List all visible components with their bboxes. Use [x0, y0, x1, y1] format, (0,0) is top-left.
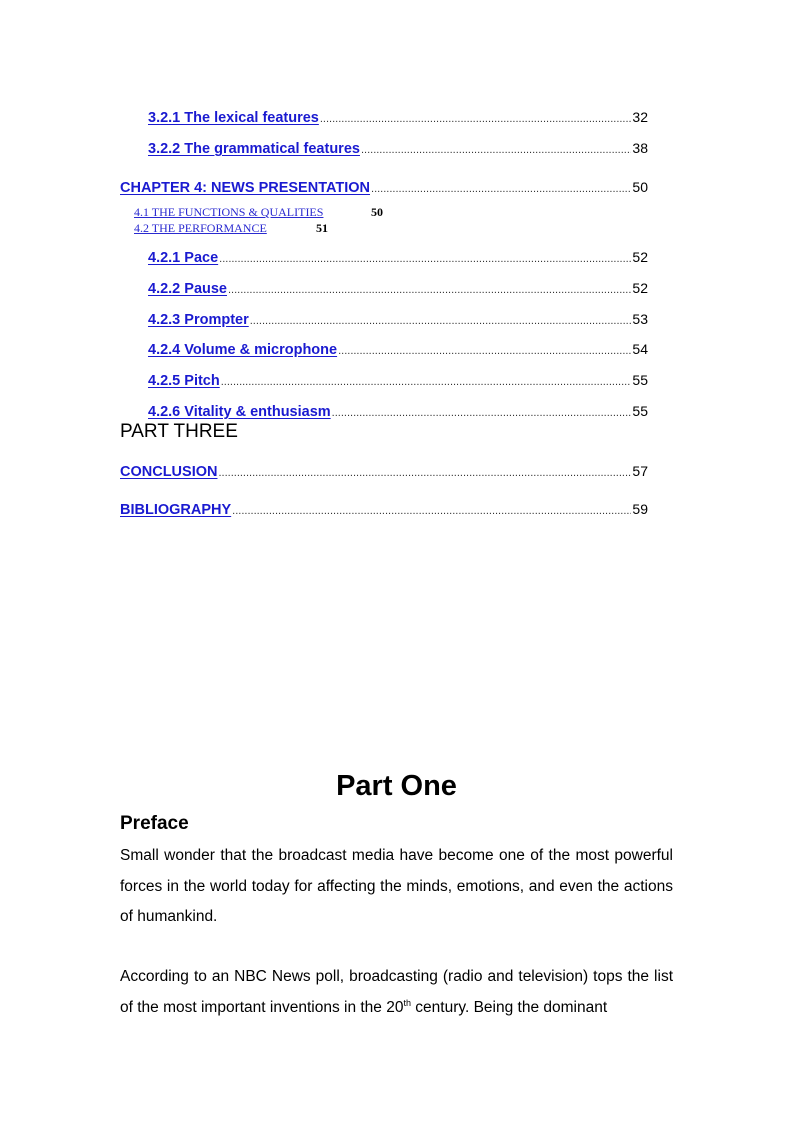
toc-entry-4-2-4[interactable]	[148, 340, 648, 360]
toc-entry-4-2-1[interactable]	[148, 248, 648, 268]
toc-entry-4-2-2[interactable]	[148, 279, 648, 299]
toc-entry-3-2-1[interactable]	[148, 108, 648, 128]
toc-entry-4-1[interactable]	[134, 205, 394, 219]
toc-link[interactable]: 4.1 THE FUNCTIONS & QUALITIES	[134, 205, 324, 219]
toc-link[interactable]: 4.2.5 Pitch	[148, 373, 220, 389]
toc-link[interactable]: 3.2.1 The lexical features	[148, 110, 319, 126]
toc-page-number: 51	[316, 221, 328, 235]
toc-page-number: 50	[371, 205, 383, 219]
toc-page-number: 54	[632, 341, 648, 357]
dot-leader	[221, 373, 632, 391]
part-title: Part One	[336, 770, 457, 802]
toc-link[interactable]: 4.2.4 Volume & microphone	[148, 342, 338, 358]
toc-page-number: 55	[632, 403, 648, 419]
dot-leader	[371, 180, 631, 198]
toc-link[interactable]: 4.2 THE PERFORMANCE	[134, 221, 267, 235]
dot-leader	[232, 502, 631, 520]
dot-leader	[218, 464, 631, 482]
toc-entry-4-2[interactable]	[134, 221, 394, 235]
toc-page-number: 52	[632, 249, 648, 265]
toc-page-number: 38	[632, 140, 648, 156]
toc-link[interactable]: 3.2.2 The grammatical features	[148, 141, 360, 157]
toc-link[interactable]: CONCLUSION	[120, 464, 218, 480]
toc-entry-4-2-3[interactable]	[148, 310, 648, 330]
toc-entry-conclusion[interactable]	[120, 462, 648, 482]
dot-leader	[320, 110, 632, 128]
paragraph-1: Small wonder that the broadcast media have become one of the most powerful forces in the world today for affecting the minds, emotions, and even the actions of humankind.	[120, 847, 673, 925]
dot-leader	[250, 312, 632, 330]
toc-page-number: 59	[632, 501, 648, 517]
toc-link[interactable]: 4.2.6 Vitality & enthusiasm	[148, 404, 331, 420]
paragraph-2	[120, 962, 673, 1023]
dot-leader	[219, 250, 631, 268]
toc-entry-3-2-2[interactable]	[148, 139, 648, 159]
toc-link[interactable]: CHAPTER 4: NEWS PRESENTATION	[120, 180, 371, 196]
toc-entry-4-2-6[interactable]	[148, 402, 648, 422]
dot-leader	[228, 281, 631, 299]
toc-entry-chapter-4[interactable]	[120, 178, 648, 198]
toc-link[interactable]: BIBLIOGRAPHY	[120, 502, 232, 518]
dot-leader	[338, 342, 631, 360]
toc-page-number: 55	[632, 372, 648, 388]
toc-link[interactable]: 4.2.3 Prompter	[148, 312, 249, 328]
toc-entry-4-2-5[interactable]	[148, 371, 648, 391]
dot-leader	[332, 404, 632, 422]
toc-entry-bibliography[interactable]	[120, 500, 648, 520]
toc-page-number: 52	[632, 280, 648, 296]
preface-heading: Preface	[120, 813, 189, 834]
paragraph-2-text-end: century. Being the dominant	[410, 998, 608, 1016]
dot-leader	[361, 141, 631, 159]
toc-part-three-heading: PART THREE	[120, 421, 238, 442]
paragraph-2-text: According to an NBC News poll, broadcasting (radio and television) tops the list of the most important inventions in the 20	[120, 968, 673, 1016]
toc-link[interactable]: 4.2.2 Pause	[148, 281, 227, 297]
toc-page-number: 57	[632, 463, 648, 479]
toc-link[interactable]: 4.2.1 Pace	[148, 250, 219, 266]
toc-page-number: 53	[632, 311, 648, 327]
toc-page-number: 32	[632, 109, 648, 125]
toc-page-number: 50	[632, 179, 648, 195]
superscript-th: th	[403, 997, 411, 1008]
